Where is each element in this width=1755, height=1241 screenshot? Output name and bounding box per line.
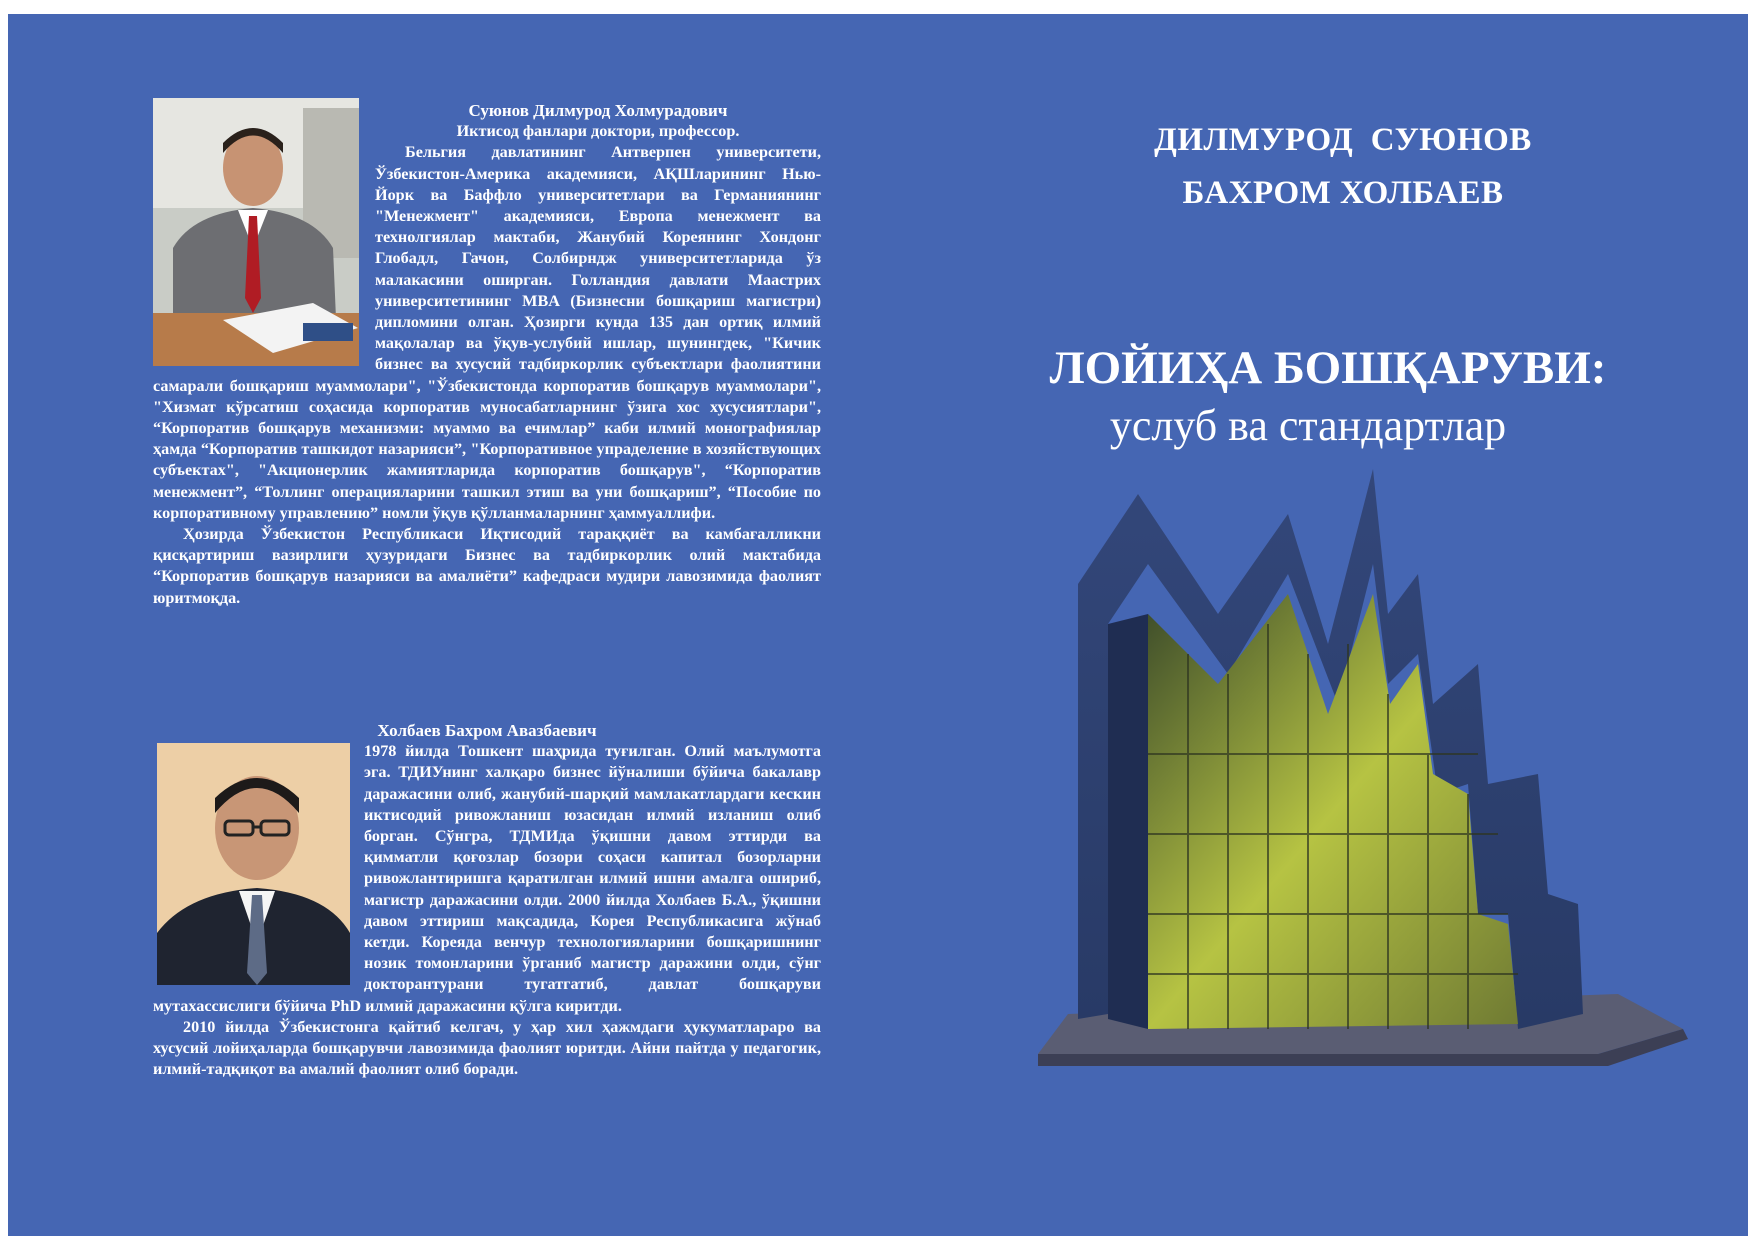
- author2-bio-block: [153, 720, 821, 1080]
- author2-bio-paragraph-1: 1978 йилда Тошкент шаҳрида туғилган. Олий маълумотга эга. ТДИУнинг халқаро бизнес йўналиши бўйича бакалавр даражасини олиб, жанубий-шарқий мамлакатлардаги кескин иктисодий ривожланиш юзасидан илмий изланиш олиб борган. Сўнгра, ТДМИда ўқишни давом эттирди ва қимматли қоғозлар бозори соҳаси капитал бозорларни ривожлантиришга қаратилган илмий ишни амалга ошириб, магистр даражасини олди. 2000 йилда Холбаев Б.А., ўқишни давом эттириш мақсадида, Корея Республикасига жўнаб кетди. Кореяда венчур технологияларини бошқаришнинг нозик томонларини ўрганиб магистр даражини олди, сўнг докторантурани тугатгатиб, давлат бошқаруви мутахассислиги бўйича PhD илмий даражасини қўлга киритди.: [153, 742, 821, 1015]
- front-author-2: БАХРОМ ХОЛБАЕВ: [1182, 175, 1504, 211]
- author1-photo: [153, 98, 359, 366]
- author1-name: Суюнов Дилмурод Холмурадович: [468, 101, 728, 120]
- author2-photo: [157, 743, 350, 985]
- book-title: ЛОЙИҲА БОШҚАРУВИ:: [1049, 342, 1607, 394]
- author1-bio-paragraph-2: Ҳозирда Ўзбекистон Республикаси Иқтисодий тараққиёт ва камбағалликни қисқартириш вазирлиги ҳузуридаги Бизнес ва тадбиркорлик олий мактабида “Корпоратив бошқарув назарияси ва амалиёти” кафедраси мудири лавозимида фаолият юритмоқда.: [153, 525, 821, 607]
- author1-bio-block: [153, 100, 821, 609]
- book-subtitle: услуб ва стандартлар: [1109, 401, 1507, 450]
- author1-degree: Иктисод фанлари доктори, профессор.: [456, 122, 740, 141]
- author2-bio-paragraph-2: 2010 йилда Ўзбекистонга қайтиб келгач, у ҳар хил ҳажмдаги ҳукуматлараро ва хусусий лойиҳаларда бошқарувчи лавозимида фаолият юритди. Айни пайтда у педагогик, илмий-тадқиқот ва амалий фаолият олиб боради.: [153, 1017, 821, 1079]
- front-cover-authors: [1093, 114, 1593, 220]
- building-illustration: [1038, 454, 1688, 1094]
- book-cover: [8, 14, 1748, 1236]
- author1-bio-paragraph-1: Бельгия давлатининг Антверпен университети, Ўзбекистон-Америка академияси, АҚШларининг Нью-Йорк ва Баффло университетлари ва Германиянинг "Менежмент" академияси, Европа менежмент ва технолгиялар мактаби, Жанубий Кореянинг Хондонг Глобадл, Гачон, Солбирндж университетларида ўз малакасини оширган. Голландия давлати Маастрих университетининг MBA (Бизнесни бошқариш магистри) дипломини олган. Ҳозирги кунда 135 дан ортиқ илмий мақолалар ва ўқув-услубий ишлар, шунингдек, "Кичик бизнес ва хусусий тадбиркорлик субъектлари фаолиятини самарали бошқариш муаммолари", "Ўзбекистонда корпоратив бошқарув муаммолари", "Хизмат кўрсатиш соҳасида корпоратив муносабатларнинг ўзига хос хусусиятлари", “Корпоратив бошқарув механизми: муаммо ва ечимлар” каби илмий монографиялар ҳамда “Корпоратив ташкидот назарияси”, "Корпоративное упраделение в хозяйствующих субъектах", "Акционерлик жамиятларида корпоратив бошқарув", “Корпоратив менежмент”, “Толлинг операцияларини ташкил этиш ва уни бошқариш”, “Пособие по корпоративному управлению” номли ўқув қўлланмаларнинг ҳаммуаллифи.: [153, 143, 821, 522]
- front-author-1: ДИЛМУРОД СУЮНОВ: [1154, 122, 1532, 158]
- author2-name: Холбаев Бахром Авазбаевич: [377, 721, 597, 740]
